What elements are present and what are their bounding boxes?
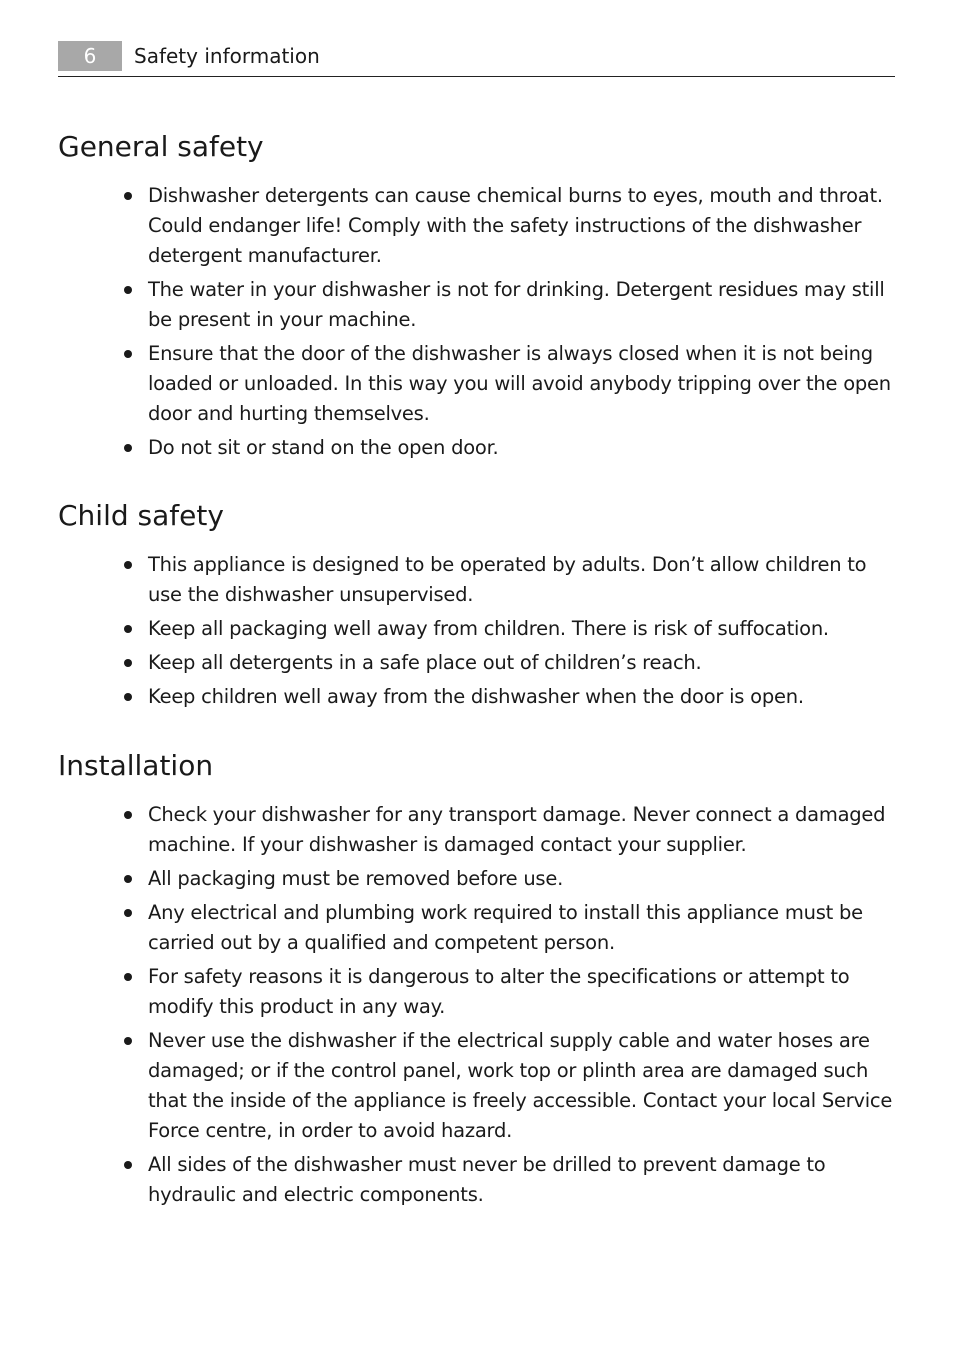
running-title: Safety information bbox=[134, 44, 320, 68]
bullet-icon bbox=[124, 659, 132, 667]
section-heading: General safety bbox=[58, 130, 264, 163]
list-item bbox=[58, 648, 895, 678]
list-item-text: The water in your dishwasher is not for drinking. Detergent residues may still be present in your machine. bbox=[148, 278, 885, 331]
bullet-icon bbox=[124, 1161, 132, 1169]
list-item bbox=[58, 864, 895, 894]
list-item-text: This appliance is designed to be operated by adults. Don’t allow children to use the dishwasher unsupervised. bbox=[148, 553, 867, 606]
list-item bbox=[58, 962, 895, 1022]
page-number: 6 bbox=[58, 41, 122, 71]
section-installation bbox=[58, 748, 895, 1214]
list-item-text: Do not sit or stand on the open door. bbox=[148, 436, 499, 459]
list-item-text: Keep all packaging well away from children. There is risk of suffocation. bbox=[148, 617, 829, 640]
section-heading: Child safety bbox=[58, 499, 224, 532]
bullet-icon bbox=[124, 875, 132, 883]
list-item bbox=[58, 181, 895, 271]
bullet-icon bbox=[124, 192, 132, 200]
list-item-text: For safety reasons it is dangerous to alter the specifications or attempt to modify this product in any way. bbox=[148, 965, 850, 1018]
bullet-icon bbox=[124, 1037, 132, 1045]
page-header bbox=[58, 41, 895, 77]
list-item bbox=[58, 614, 895, 644]
section-child-safety bbox=[58, 498, 895, 716]
bullet-icon bbox=[124, 973, 132, 981]
list-item-text: Never use the dishwasher if the electrical supply cable and water hoses are damaged; or if the control panel, work top or plinth area are damaged such that the inside of the appliance is freely accessible. Contact your local Service Force centre, in order to avoid hazard. bbox=[148, 1029, 893, 1142]
list-item bbox=[58, 550, 895, 610]
list-item bbox=[58, 1150, 895, 1210]
list-item bbox=[58, 275, 895, 335]
bullet-icon bbox=[124, 350, 132, 358]
list-item-text: Keep children well away from the dishwasher when the door is open. bbox=[148, 685, 804, 708]
bullet-icon bbox=[124, 693, 132, 701]
bullet-icon bbox=[124, 286, 132, 294]
list-item-text: All packaging must be removed before use. bbox=[148, 867, 564, 890]
list-item-text: Ensure that the door of the dishwasher is always closed when it is not being loaded or unloaded. In this way you will avoid anybody tripping over the open door and hurting themselves. bbox=[148, 342, 891, 425]
list-item bbox=[58, 800, 895, 860]
list-item bbox=[58, 682, 895, 712]
list-item-text: Check your dishwasher for any transport damage. Never connect a damaged machine. If your dishwasher is damaged contact your supplier. bbox=[148, 803, 886, 856]
bullet-list bbox=[58, 181, 895, 463]
section-heading: Installation bbox=[58, 749, 214, 782]
bullet-icon bbox=[124, 625, 132, 633]
list-item-text: Keep all detergents in a safe place out of children’s reach. bbox=[148, 651, 702, 674]
bullet-icon bbox=[124, 561, 132, 569]
section-general-safety bbox=[58, 129, 895, 467]
list-item bbox=[58, 433, 895, 463]
bullet-list bbox=[58, 800, 895, 1210]
bullet-icon bbox=[124, 444, 132, 452]
list-item bbox=[58, 898, 895, 958]
bullet-icon bbox=[124, 811, 132, 819]
list-item-text: All sides of the dishwasher must never be drilled to prevent damage to hydraulic and electric components. bbox=[148, 1153, 826, 1206]
list-item bbox=[58, 339, 895, 429]
bullet-icon bbox=[124, 909, 132, 917]
list-item-text: Dishwasher detergents can cause chemical burns to eyes, mouth and throat. Could endanger life! Comply with the safety instructions of the dishwasher detergent manufacturer. bbox=[148, 184, 883, 267]
list-item-text: Any electrical and plumbing work required to install this appliance must be carried out by a qualified and competent person. bbox=[148, 901, 863, 954]
bullet-list bbox=[58, 550, 895, 712]
list-item bbox=[58, 1026, 895, 1146]
